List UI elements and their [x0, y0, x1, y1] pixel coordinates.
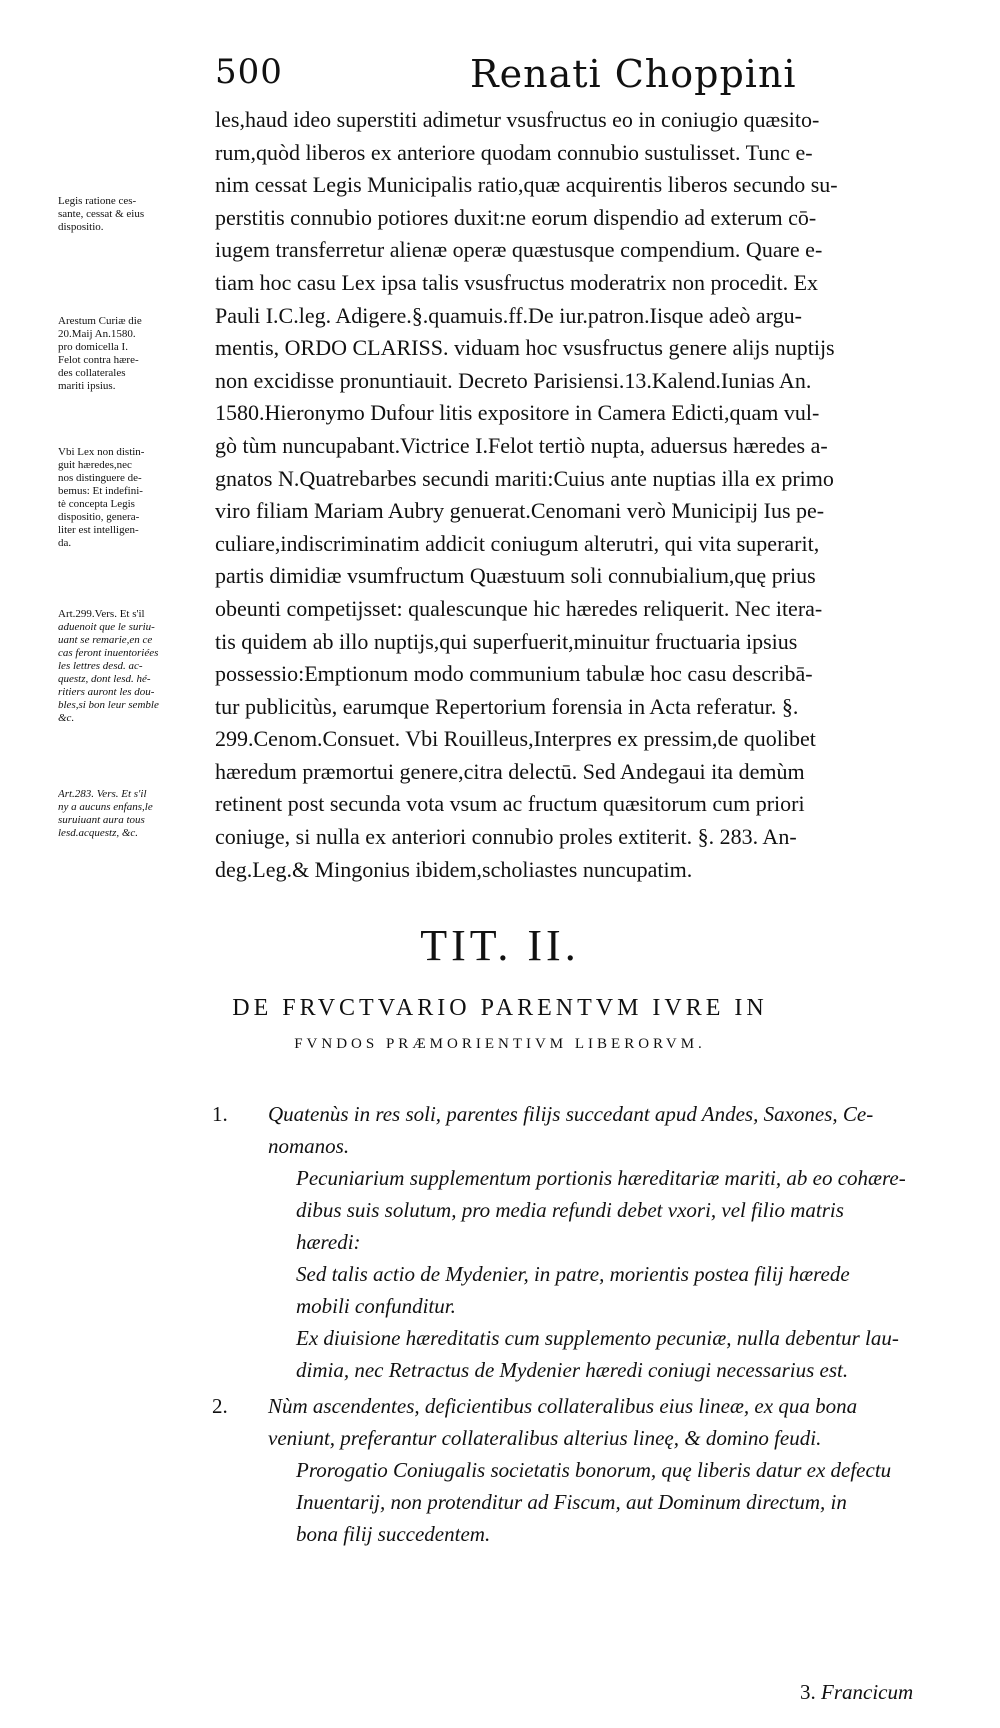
summary-item	[200, 1390, 945, 1550]
margin-note-line: Felot contra hære-	[58, 354, 139, 366]
body-line: hæredum præmortui genere,citra delectū. Sed Andegaui ita demùm	[215, 758, 805, 784]
body-line: mentis, ORDO CLARISS. viduam hoc vsusfructus genere alijs nuptijs	[215, 335, 835, 361]
summary-subline: Sed talis actio de Mydenier, in patre, morientis postea filij hærede	[296, 1262, 850, 1286]
body-line: 1580.Hieronymo Dufour litis expositore in Camera Edicti,quam vul-	[215, 400, 820, 426]
body-line: perstitis connubio potiores duxit:ne eorum dispendio ad exterum cō-	[215, 204, 817, 230]
body-line: gnatos N.Quatrebarbes secundi mariti:Cuius ante nuptias illa ex primo	[215, 465, 834, 491]
summary-subline: dibus suis solutum, pro media refundi debet vxori, vel filio matris	[296, 1198, 844, 1222]
title-heading: TIT. II.	[420, 921, 580, 970]
margin-note-line: ritiers auront les dou-	[58, 686, 155, 698]
body-line: tiam hoc casu Lex ipsa talis vsusfructus moderatrix non procedit. Ex	[215, 269, 819, 295]
summary-subline: Prorogatio Coniugalis societatis bonorum, quę liberis datur ex defectu	[296, 1458, 892, 1482]
title-subtitle-line-1: DE FRVCTVARIO PARENTVM IVRE IN	[232, 995, 768, 1021]
margin-note-line: Legis ratione ces-	[58, 195, 137, 207]
summary-line: Quatenùs in res soli, parentes filijs succedant apud Andes, Saxones, Ce-	[268, 1102, 874, 1126]
summary-number: 2.	[212, 1394, 228, 1418]
margin-note	[58, 608, 206, 725]
margin-note-line: ny a aucuns enfans,le	[58, 801, 153, 813]
summary-subline: Ex diuisione hæreditatis cum supplemento pecuniæ, nulla debentur lau-	[296, 1326, 899, 1350]
summary-line: veniunt, preferantur collateralibus alterius lineę, & domino feudi.	[268, 1426, 822, 1450]
body-line: possessio:Emptionum modo communium tabulæ hoc casu describā-	[215, 661, 813, 687]
body-line: tis quidem ab illo nuptijs,qui superfuerit,minuitur fructuaria ipsius	[215, 628, 798, 654]
margin-note-line: cas feront inuentoriées	[58, 647, 159, 659]
margin-note	[58, 446, 206, 550]
margin-note	[58, 195, 206, 234]
summary-number: 1.	[212, 1102, 228, 1126]
body-line: gò tùm nuncupabant.Victrice I.Felot tertiò nupta, aduersus hæredes a-	[215, 432, 828, 458]
margin-note-line: aduenoit que le suriu-	[58, 621, 155, 633]
summary-subline: hæredi:	[296, 1230, 361, 1254]
catchword-text: Francicum	[821, 1680, 914, 1704]
margin-note-line: &c.	[58, 712, 75, 724]
margin-note-line: dispositio.	[58, 221, 104, 233]
body-line: deg.Leg.& Mingonius ibidem,scholiastes nuncupatim.	[215, 856, 693, 882]
catchword-number: 3.	[800, 1680, 816, 1704]
margin-note-line: nos distinguere de-	[58, 472, 142, 484]
summary-subline: bona filij succedentem.	[296, 1522, 491, 1546]
body-line: tur publicitùs, earumque Repertorium forensia in Acta referatur. §.	[215, 693, 799, 719]
margin-note-line: dispositio, genera-	[58, 511, 140, 523]
summary-subline: Pecuniarium supplementum portionis hæreditariæ mariti, ab eo cohære-	[296, 1166, 906, 1190]
margin-note-line: uant se remarie,en ce	[58, 634, 153, 646]
margin-note-line: tè concepta Legis	[58, 498, 135, 510]
summary-subline: dimia, nec Retractus de Mydenier hæredi coniugi necessarius est.	[296, 1358, 849, 1382]
margin-note-line: pro domicella I.	[58, 341, 128, 353]
margin-note-line: liter est intelligen-	[58, 524, 139, 536]
margin-note-line: mariti ipsius.	[58, 380, 116, 392]
margin-note-line: Art.283. Vers. Et s'il	[58, 788, 147, 800]
margin-note-line: Arestum Curiæ die	[58, 315, 142, 327]
body-line: non excidisse pronuntiauit. Decreto Parisiensi.13.Kalend.Iunias An.	[215, 367, 812, 393]
catchword	[800, 1680, 913, 1705]
body-line: iugem transferretur alienæ operæ quæstusque compendium. Quare e-	[215, 237, 823, 263]
margin-note-line: 20.Maij An.1580.	[58, 328, 136, 340]
summary-line: nomanos.	[268, 1134, 350, 1158]
body-line: rum,quòd liberos ex anteriore quodam connubio sustulisset. Tunc e-	[215, 139, 813, 165]
margin-note-line: bemus: Et indefini-	[58, 485, 143, 497]
body-line: partis dimidiæ vsumfructum Quæstuum soli connubialium,quę prius	[215, 563, 816, 589]
body-line: culiare,indiscriminatim addicit coniugum alterutri, qui vita superarit,	[215, 530, 820, 556]
margin-note-line: suruiuant aura tous	[58, 814, 145, 826]
margin-note-line: questz, dont lesd. hé-	[58, 673, 151, 685]
body-line: Pauli I.C.leg. Adigere.§.quamuis.ff.De iur.patron.Iisque adeò argu-	[215, 302, 802, 328]
running-title: Renati Choppini	[470, 52, 797, 96]
margin-note-line: lesd.acquestz, &c.	[58, 827, 139, 839]
margin-note-line: Art.299.Vers. Et s'il	[58, 608, 145, 620]
body-line: coniuge, si nulla ex anteriori connubio proles extiterit. §. 283. An-	[215, 824, 797, 850]
summary-subline: mobili confunditur.	[296, 1294, 456, 1318]
body-line: obeunti competijsset: qualescunque hic hæredes reliquerit. Nec itera-	[215, 595, 823, 621]
body-line: nim cessat Legis Municipalis ratio,quæ acquirentis liberos secundo su-	[215, 172, 838, 198]
body-text	[215, 104, 945, 886]
page-header	[215, 52, 905, 102]
margin-note-line: guit hæredes,nec	[58, 459, 132, 471]
margin-note-line: sante, cessat & eius	[58, 208, 145, 220]
summary-line: Nùm ascendentes, deficientibus collateralibus eius lineæ, ex qua bona	[268, 1394, 858, 1418]
body-line: 299.Cenom.Consuet. Vbi Rouilleus,Interpres ex pressim,de quolibet	[215, 726, 816, 752]
body-line: retinent post secunda vota vsum ac fructum quæsitorum cum priori	[215, 791, 805, 817]
summary-item	[200, 1098, 945, 1386]
margin-note-line: des collaterales	[58, 367, 126, 379]
title-subtitle-line-2: FVNDOS PRÆMORIENTIVM LIBERORVM.	[294, 1036, 706, 1052]
body-line: viro filiam Mariam Aubry genuerat.Cenomani verò Municipij Ius pe-	[215, 498, 825, 524]
summary-subline: Inuentarij, non protenditur ad Fiscum, aut Dominum directum, in	[296, 1490, 847, 1514]
body-line: les,haud ideo superstiti adimetur vsusfructus eo in coniugio quæsito-	[215, 107, 820, 132]
margin-note-line: bles,si bon leur semble	[58, 699, 159, 711]
summary-list	[200, 1098, 945, 1554]
margin-note	[58, 315, 206, 393]
page-number: 500	[215, 52, 283, 92]
margin-note-line: Vbi Lex non distin-	[58, 446, 145, 458]
margin-note-line: da.	[58, 537, 72, 549]
margin-note	[58, 788, 206, 840]
margin-note-line: les lettres desd. ac-	[58, 660, 143, 672]
